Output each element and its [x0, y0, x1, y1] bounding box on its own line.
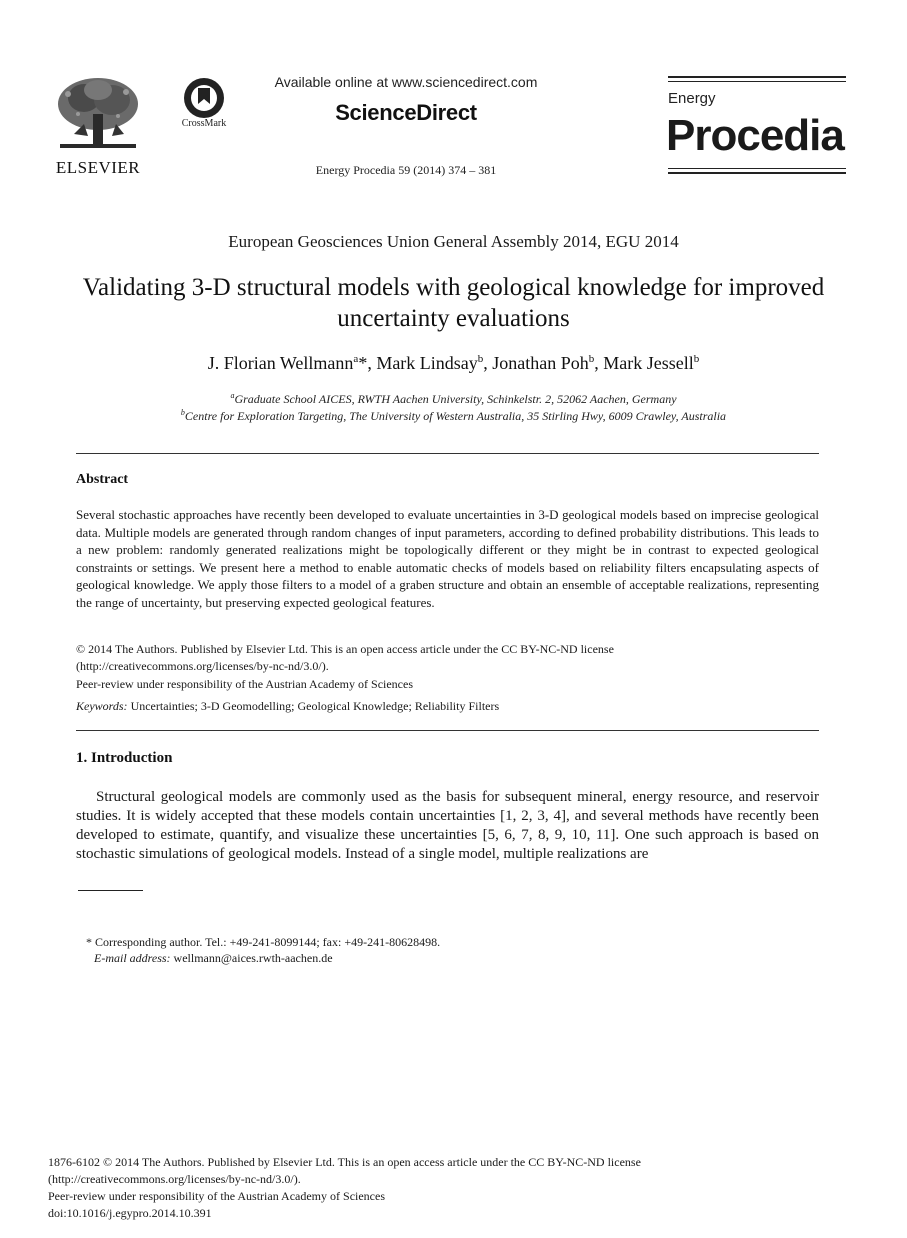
author-separator: , — [367, 353, 377, 373]
author-name: J. Florian Wellmann — [207, 353, 354, 373]
conference-name: European Geosciences Union General Assembly 2014, EGU 2014 — [228, 232, 679, 251]
affiliation-text: Graduate School AICES, RWTH Aachen University, Schinkelstr. 2, 52062 Aachen, Germany — [234, 392, 677, 406]
author-affil-sup: b — [588, 353, 595, 365]
affiliation-sup: b — [180, 408, 185, 417]
abstract-top-rule — [76, 453, 819, 454]
affiliation-a — [0, 391, 907, 407]
author-separator: , — [594, 353, 604, 373]
journal-brand-energy: Energy — [668, 90, 716, 107]
author-affil-sup: a — [353, 353, 359, 365]
license-url[interactable]: (http://creativecommons.org/licenses/by-nc-nd/3.0/). — [76, 659, 329, 673]
author-list — [0, 353, 907, 374]
footer-license-link[interactable]: (http://creativecommons.org/licenses/by-nc-nd/3.0/). — [48, 1172, 301, 1186]
footnote-corresponding: * Corresponding author. Tel.: +49-241-8099144; fax: +49-241-80628498. — [86, 935, 441, 949]
author-name: Mark Jessell — [603, 353, 694, 373]
footnote-rule — [78, 890, 143, 891]
abstract-heading: Abstract — [76, 472, 129, 487]
journal-brand-rule-top — [668, 76, 846, 78]
keywords-line — [76, 698, 819, 715]
affiliation-text: Centre for Exploration Targeting, The University of Western Australia, 35 Stirling Hwy, 6009 Crawley, Australia — [184, 409, 727, 423]
keywords-label: Keywords: — [76, 699, 128, 713]
elsevier-tree-icon — [54, 74, 142, 154]
elsevier-wordmark: ELSEVIER — [55, 158, 141, 177]
author-name: Mark Lindsay — [376, 353, 478, 373]
journal-brand-rule-bottom — [668, 172, 846, 174]
abstract-bottom-rule — [76, 730, 819, 731]
journal-brand-procedia: Procedia — [666, 111, 844, 160]
footer-doi[interactable]: doi:10.1016/j.egypro.2014.10.391 — [48, 1206, 212, 1220]
author-affil-sup: b — [693, 353, 700, 365]
elsevier-logo — [50, 74, 146, 176]
paper-title: Validating 3-D structural models with geological knowledge for improved uncertainty evaluations — [82, 274, 825, 332]
footnote-email-address[interactable]: wellmann@aices.rwth-aachen.de — [173, 951, 333, 965]
footnote-email-label: E-mail address: — [94, 951, 171, 965]
footnote-email — [94, 950, 794, 966]
affiliation-sup: a — [230, 391, 235, 400]
peer-review-line: Peer-review under responsibility of the Austrian Academy of Sciences — [76, 677, 413, 691]
license-link[interactable] — [76, 658, 819, 675]
journal-citation: Energy Procedia 59 (2014) 374 – 381 — [315, 163, 497, 177]
available-online-text: Available online at www.sciencedirect.com — [274, 74, 538, 90]
introduction-paragraph: Structural geological models are commonly used as the basis for subsequent mineral, energy resource, and reservoir studies. It is widely accepted that these models contain uncertainties [1, 2, 3, 4], and several methods have recently been developed to estimate, quantify, and visualize these uncertainties [5, 6, 7, 8, 9, 10, 11]. One such approach is based on stochastic simulations of geological models. Instead of a single model, multiple realizations are — [76, 789, 819, 862]
keywords-text: Uncertainties; 3-D Geomodelling; Geological Knowledge; Reliability Filters — [130, 699, 500, 713]
crossmark-label: CrossMark — [181, 118, 227, 129]
footer-issn-copyright: 1876-6102 © 2014 The Authors. Published by Elsevier Ltd. This is an open access article under the CC BY-NC-ND license — [48, 1155, 641, 1169]
copyright-line: © 2014 The Authors. Published by Elsevier Ltd. This is an open access article under the CC BY-NC-ND license — [76, 642, 614, 656]
author-name: Jonathan Poh — [492, 353, 589, 373]
abstract-body: Several stochastic approaches have recently been developed to evaluate uncertainties in 3-D geological models based on imprecise geological data. Multiple models are generated through random changes of input parameters, according to defined probability distributions. This leads to a new problem: randomly generated realizations might be topologically different or they might be in contrast to expected geological constraints or settings. We present here a method to enable automatic checks of models based on reliability filters encapsulating aspects of geological knowledge. We apply those filters to a model of a graben structure and obtain an ensemble of acceptable realizations, representing the range of uncertainty, but preserving expected geological features. — [76, 507, 819, 610]
journal-brand-rule-top-thin — [668, 81, 846, 82]
journal-brand-rule-bottom-thin — [668, 168, 846, 169]
footer-peer-review: Peer-review under responsibility of the Austrian Academy of Sciences — [48, 1189, 385, 1203]
author-separator: , — [483, 353, 493, 373]
sciencedirect-logo[interactable]: ScienceDirect — [335, 100, 477, 125]
affiliation-b — [0, 408, 907, 424]
author-affil-sup: b — [477, 353, 484, 365]
section-heading-introduction: 1. Introduction — [76, 750, 173, 766]
corresponding-mark: * — [358, 353, 368, 373]
